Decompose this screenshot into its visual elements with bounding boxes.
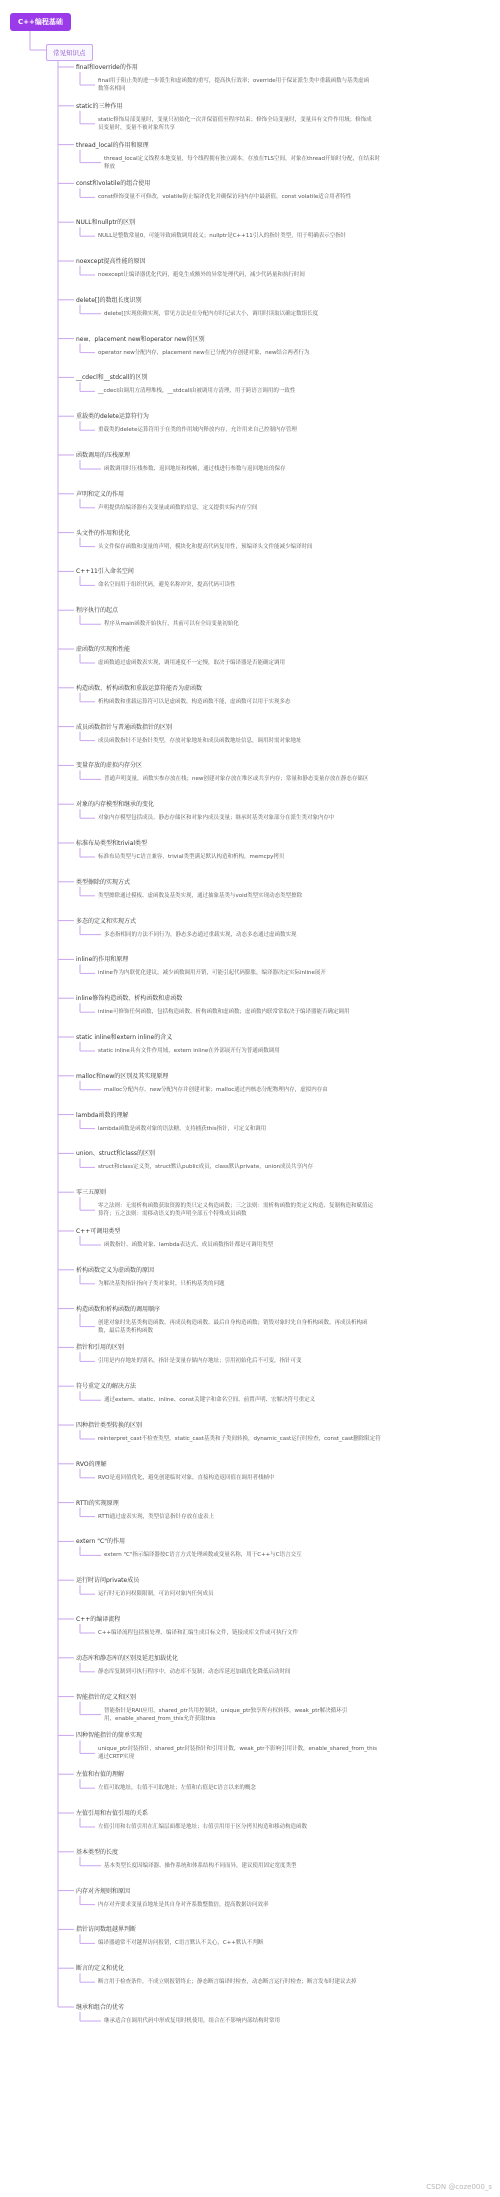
topic-node[interactable]: 内存对齐规则和原因: [76, 1887, 131, 1895]
answer-node: [98, 1474, 486, 1482]
answer-node: [98, 1978, 486, 1986]
topic-node[interactable]: static的三种作用: [76, 102, 123, 110]
topic-node[interactable]: 重载类的delete运算符行为: [76, 413, 149, 421]
answer-text: 为解决基类指针指向子类对象时，只析构基类的问题: [98, 1280, 225, 1287]
answer-text: const修饰变量不可修改，volatile防止编译优化并确保访问内存中最新值，const volatile适合用者特性: [98, 194, 352, 201]
topic-node[interactable]: 虚函数的实现和性能: [76, 646, 131, 653]
topic-node[interactable]: 标准布局类型和trivial类型: [76, 840, 148, 847]
answer-node: [98, 814, 486, 822]
answer-node: [98, 1319, 486, 1335]
answer-node: [98, 737, 486, 745]
topic-node[interactable]: 运行时访问private成员: [76, 1577, 140, 1585]
answer-node: [98, 1590, 486, 1598]
topic-node[interactable]: RTTI的实现原理: [76, 1499, 119, 1507]
answer-text: 多态指相同的方法不同行为，静态多态通过重载实现，动态多态通过虚函数实现: [104, 931, 297, 938]
answer-text: 头文件保存函数和变量的声明，模块化和提高代码复用性，预编译头文件能减少编译时间: [98, 543, 313, 550]
answer-node: [98, 543, 486, 551]
answer-text: inline可修饰任何函数，包括构造函数、析构函数和虚函数；虚函数内联常常取决于编译器能否确定调用: [98, 1009, 350, 1016]
answer-text: noexcept让编译器优化代码，避免生成额外的异常处理代码，减少代码量和执行时间: [98, 272, 305, 278]
topic-node[interactable]: 变量存放的虚拟内存分区: [76, 762, 143, 770]
topic-node[interactable]: inline修饰构造函数、析构函数和虚函数: [76, 995, 183, 1003]
answer-text: 对象内存模型包括成员、静态存储区和对象内成员变量；继承时基类对象部分在派生类对象内存中: [98, 815, 335, 822]
answer-text: NULL是整数常量0，可能导致函数调用歧义；nullptr是C++11引入的指针类型，用于明确表示空指针: [98, 233, 347, 240]
topic-node[interactable]: 智能指针的定义和区别: [76, 1693, 137, 1701]
answer-text: inline作为内联优化建议，减少函数调用开销，可能引起代码膨胀，编译器决定实际inline展开: [98, 970, 326, 977]
answer-node: [98, 1513, 486, 1521]
topic-node[interactable]: C++11引入命名空间: [76, 568, 134, 576]
topic-node[interactable]: 构造函数、析构函数和重载运算符能否为虚函数: [76, 684, 203, 692]
answer-node: [104, 775, 486, 783]
answer-text: 静态库复制到可执行程序中，动态库不复制；动态库延迟加载优化降低启动时间: [98, 1668, 291, 1675]
answer-text: 函数调用时压栈参数、返回地址和栈帧，通过栈进行参数与返回地址的保存: [104, 466, 286, 472]
topic-node[interactable]: C++的编译流程: [76, 1616, 121, 1623]
answer-node: [98, 1202, 486, 1218]
topic-node[interactable]: 断言的定义和优化: [76, 1965, 125, 1973]
answer-node: [98, 1668, 486, 1676]
answer-node: [98, 659, 486, 667]
answer-text: 声明提供给编译器有关变量或函数的信息，定义提供实际内存空间: [98, 504, 258, 511]
topic-node[interactable]: 左值引用和右值引用的关系: [76, 1810, 149, 1817]
answer-node: [98, 1939, 486, 1947]
answer-node: [104, 155, 486, 171]
answer-text: 员变量时，变量不被对象所共享: [98, 124, 176, 131]
answer-node: [98, 969, 486, 977]
answer-text: C++编译流程包括预处理、编译和汇编生成目标文件，链接成库文件或可执行文件: [98, 1630, 299, 1636]
topic-node[interactable]: 多态的定义和实现方式: [76, 917, 137, 925]
topic-node[interactable]: 程序执行的起点: [76, 607, 119, 615]
answer-node: [98, 349, 486, 357]
topic-node[interactable]: 构造函数和析构函数的调用顺序: [76, 1305, 161, 1313]
answer-node: [98, 1163, 486, 1171]
answer-node: [98, 853, 486, 861]
topic-node[interactable]: 成员函数指针与普通函数指针的区别: [76, 723, 173, 731]
topic-node[interactable]: 指针和引用的区别: [76, 1344, 125, 1352]
answer-text: 左值可取地址，右值不可取地址；左值和右值是C语言以来的概念: [98, 1785, 256, 1792]
answer-node: [98, 1901, 486, 1909]
answer-node: [98, 1823, 486, 1831]
answer-text: thread_local定义线程本地变量，每个线程拥有独立副本，存放在TLS空间，对象在thread开始时分配，在结束时: [104, 155, 381, 162]
answer-node: [104, 1707, 486, 1723]
topic-node[interactable]: inline的作用和原理: [76, 956, 129, 964]
answer-text: extern "C"指示编译器按C语言方式处理函数或变量名称，用于C++与C语言交互: [104, 1552, 302, 1559]
answer-node: [98, 1784, 486, 1792]
watermark: CSDN @coze000_s: [426, 2183, 492, 2191]
topic-node[interactable]: static inline和extern inline的含义: [76, 1034, 173, 1041]
answer-text: 算符；五之法则：需移动语义的类声明全部五个特殊成员函数: [98, 1211, 247, 1218]
answer-text: 通过CRTP实现: [98, 1754, 134, 1761]
answer-text: 函数指针、函数对象、lambda表达式、成员函数指针都是可调用类型: [104, 1242, 274, 1248]
answer-node: [104, 1862, 486, 1870]
answer-text: struct和class定义类，struct默认public成员，class默认private，union成员共享内存: [98, 1164, 314, 1171]
answer-text: 成员函数指针不是指针类型，存放对象地址和成员函数地址信息，调用时需对象地址: [98, 737, 302, 744]
answer-text: 左值引用和右值引用在汇编层面都是地址；右值引用用于区分拷贝构造和移动构造函数: [98, 1824, 308, 1830]
answer-text: malloc分配内存，new分配内存并创建对象；malloc通过内核态分配物理内存，虚拟内存由: [104, 1086, 328, 1093]
topic-node[interactable]: 四种智能指针的简单实现: [76, 1732, 143, 1740]
topic-node[interactable]: 四种指针类型转换的区别: [76, 1422, 143, 1429]
topic-node[interactable]: 函数调用的压栈原理: [76, 452, 131, 459]
topic-node[interactable]: 类型擦除的实现方式: [76, 878, 131, 886]
topic-node[interactable]: 指针访问数组越界判断: [76, 1926, 137, 1934]
answer-text: static修饰局部变量时，变量只初始化一次并保留值至程序结束；修饰全局变量时，变量具有文件作用域；修饰成: [98, 116, 372, 123]
answer-node: [98, 426, 486, 434]
answer-text: RTTI通过虚表实现，类型信息指针存放在虚表上: [98, 1513, 215, 1520]
answer-node: [98, 1047, 486, 1055]
answer-text: 智能指针是RAII应用，shared_ptr共用控制块，unique_ptr独享所有权转移，weak_ptr解决循环引: [104, 1707, 348, 1714]
topic-node[interactable]: 动态库和静态库的区别及延迟加载优化: [76, 1654, 179, 1662]
answer-node: [104, 1086, 486, 1094]
answer-node: [104, 931, 486, 939]
answer-node: [104, 1396, 486, 1404]
topic-node[interactable]: noexcept提高性能的原因: [76, 258, 146, 265]
topic-node[interactable]: lambda函数的理解: [76, 1111, 129, 1119]
answer-node: [98, 1745, 486, 1761]
answer-text: 用，enable_shared_from_this允许获取this: [104, 1715, 216, 1722]
topic-node[interactable]: final和override的作用: [76, 64, 138, 71]
answer-node: [98, 271, 486, 279]
answer-node: [98, 1435, 486, 1443]
answer-node: [98, 1357, 486, 1365]
answer-text: 数签名相同: [98, 86, 126, 92]
answer-text: 标准布局类型与C语言兼容，trivial类型满足默认构造和析构，memcpy拷贝: [98, 854, 285, 860]
answer-node: [104, 310, 486, 318]
answer-text: 程序从main函数开始执行，其前可以有全局变量初始化: [104, 621, 239, 628]
answer-node: [98, 1008, 486, 1016]
answer-text: 析构函数和重载运算符可以是虚函数，构造函数不能，虚函数可以用于实现多态: [98, 698, 291, 705]
answer-node: [98, 387, 486, 395]
topic-node[interactable]: 头文件的作用和优化: [76, 529, 131, 537]
answer-text: 数，最后基类析构函数: [98, 1327, 154, 1334]
root-node[interactable]: C++编程基础: [10, 13, 71, 31]
topic-node[interactable]: RVO的理解: [76, 1460, 107, 1468]
answer-node: [98, 1125, 486, 1133]
topic-node[interactable]: NULL和nullptr的区别: [76, 219, 136, 227]
topic-node[interactable]: 基本类型的长度: [76, 1848, 119, 1856]
answer-node: [98, 1280, 486, 1288]
answer-text: static inline具有文件作用域，extern inline在外部展开行为普通函数调用: [98, 1048, 280, 1054]
topic-node[interactable]: 继承和组合的优劣: [76, 2004, 125, 2011]
answer-node: [98, 116, 486, 132]
answer-text: 断言用于检查条件，不成立则报错终止；静态断言编译时检查，动态断言运行时检查；断言发布时建议去掉: [98, 1979, 357, 1986]
topic-node[interactable]: __cdecl和__stdcall的区别: [76, 374, 148, 382]
answer-node: [104, 2017, 486, 2025]
answer-text: 编译器通常不对越界访问报错，C语言默认不关心，C++默认不判断: [98, 1940, 264, 1947]
answer-node: [104, 1241, 486, 1249]
answer-text: reinterpret_cast不检查类型，static_cast基类和子类间转换，dynamic_cast运行时检查，const_cast删除限定符: [98, 1436, 381, 1442]
answer-text: 基本类型长度因编译器、操作系统和体系结构不同而异，建议使用固定宽度类型: [104, 1862, 297, 1869]
answer-node: [98, 504, 486, 512]
answer-text: unique_ptr封装指针，shared_ptr封装指针和引用计数，weak_ptr不影响引用计数，enable_shared_from_this: [98, 1746, 377, 1753]
answer-text: 内存对齐要求变量首地址是其自身对齐系数整数倍，提高数据访问效率: [98, 1901, 269, 1908]
answer-node: [98, 193, 486, 201]
answer-text: 释放: [104, 163, 116, 170]
answer-text: 零之法则：无需析构函数获取资源的类只定义构造函数；三之法则：需析构函数的类定义构造、复制构造和赋值运: [98, 1203, 374, 1210]
answer-text: RVO是返回值优化，避免创建临时对象，直接构造返回值在调用者栈帧中: [98, 1474, 275, 1481]
topic-node[interactable]: new、placement new和operator new的区别: [76, 335, 205, 343]
answer-text: 通过extern、static、inline、const关键字和命名空间、前置声明、宏解决符号重定义: [104, 1397, 316, 1404]
answer-text: __cdecl由调用方清理堆栈，__stdcall由被调用方清理，用于跨语言调用的一致性: [98, 388, 296, 395]
topic-node[interactable]: malloc和new的区别及其实现原理: [76, 1072, 169, 1080]
answer-text: 重载类的delete运算符用于在类的作用域内释放内存，允许用来自己控制内存管理: [98, 427, 297, 434]
answer-node: [98, 892, 486, 900]
answer-text: delete[]实现依赖实现，常见方法是在分配内存时记录大小，调用时读取以确定数组长度: [104, 310, 319, 317]
answer-node: [104, 465, 486, 473]
answer-text: lambda函数是函数对象的语法糖，支持捕获this指针，可定义和调用: [98, 1125, 267, 1132]
topic-node[interactable]: extern "C"的作用: [76, 1538, 125, 1546]
answer-text: 虚函数通过虚函数表实现，调用速度不一定慢，取决于编译器是否能确定调用: [98, 660, 286, 666]
topic-node[interactable]: 符号重定义的解决方法: [76, 1383, 137, 1391]
answer-text: 命名空间用于组织代码，避免名称冲突，提高代码可读性: [98, 582, 236, 589]
topic-node[interactable]: C++可调用类型: [76, 1228, 121, 1235]
topic-node[interactable]: 声明和定义的作用: [76, 490, 125, 498]
answer-text: 创建对象时先基类构造函数、再成员构造函数、最后自身构造函数；销毁对象时先自身析构函数、再成员析构函: [98, 1319, 368, 1326]
branch-node[interactable]: 常见知识点: [46, 44, 93, 61]
topic-node[interactable]: 析构函数定义为虚函数的原因: [76, 1266, 155, 1274]
topic-node[interactable]: delete[]的数组长度识别: [76, 296, 142, 304]
topic-node[interactable]: 零三五原则: [76, 1189, 107, 1197]
answer-node: [98, 1629, 486, 1637]
answer-node: [98, 698, 486, 706]
topic-node[interactable]: 左值和右值的理解: [76, 1771, 125, 1779]
topic-node[interactable]: union、struct和class的区别: [76, 1150, 156, 1158]
answer-text: 普通声明变量，函数实参存放在栈；new创建对象存放在堆区或共享内存；常量和静态变量存放在静态存储区: [104, 776, 369, 783]
answer-node: [104, 1551, 486, 1559]
answer-text: final用于阻止类的进一步派生和虚函数的重写，提高执行效率；override用于保证派生类中重载函数与基类虚函: [98, 78, 370, 84]
answer-node: [98, 581, 486, 589]
answer-text: 类型擦除通过模板、虚函数及基类实现，通过抽象基类与void类型实现动态类型擦除: [98, 892, 303, 899]
answer-text: 继承适合在调用代码中形成复用时机使用，组合在不影响内部结构时常用: [104, 2018, 281, 2024]
topic-node[interactable]: thread_local的作用和原理: [76, 141, 149, 149]
answer-text: 运行时无访问权限限制，可访问对象内任何成员: [98, 1591, 214, 1598]
topic-node[interactable]: 对象的内存模型和继承的变化: [76, 801, 155, 809]
topic-node[interactable]: const和volatile的组合使用: [76, 180, 151, 188]
answer-text: operator new分配内存，placement new在已分配内存创建对象，new结合两者行为: [98, 349, 310, 356]
answer-node: [98, 77, 486, 93]
answer-text: 引用是内存地址的别名，指针是变量存储内存地址；引用初始化后不可变，指针可变: [98, 1358, 302, 1365]
answer-node: [104, 620, 486, 628]
answer-node: [98, 232, 486, 240]
